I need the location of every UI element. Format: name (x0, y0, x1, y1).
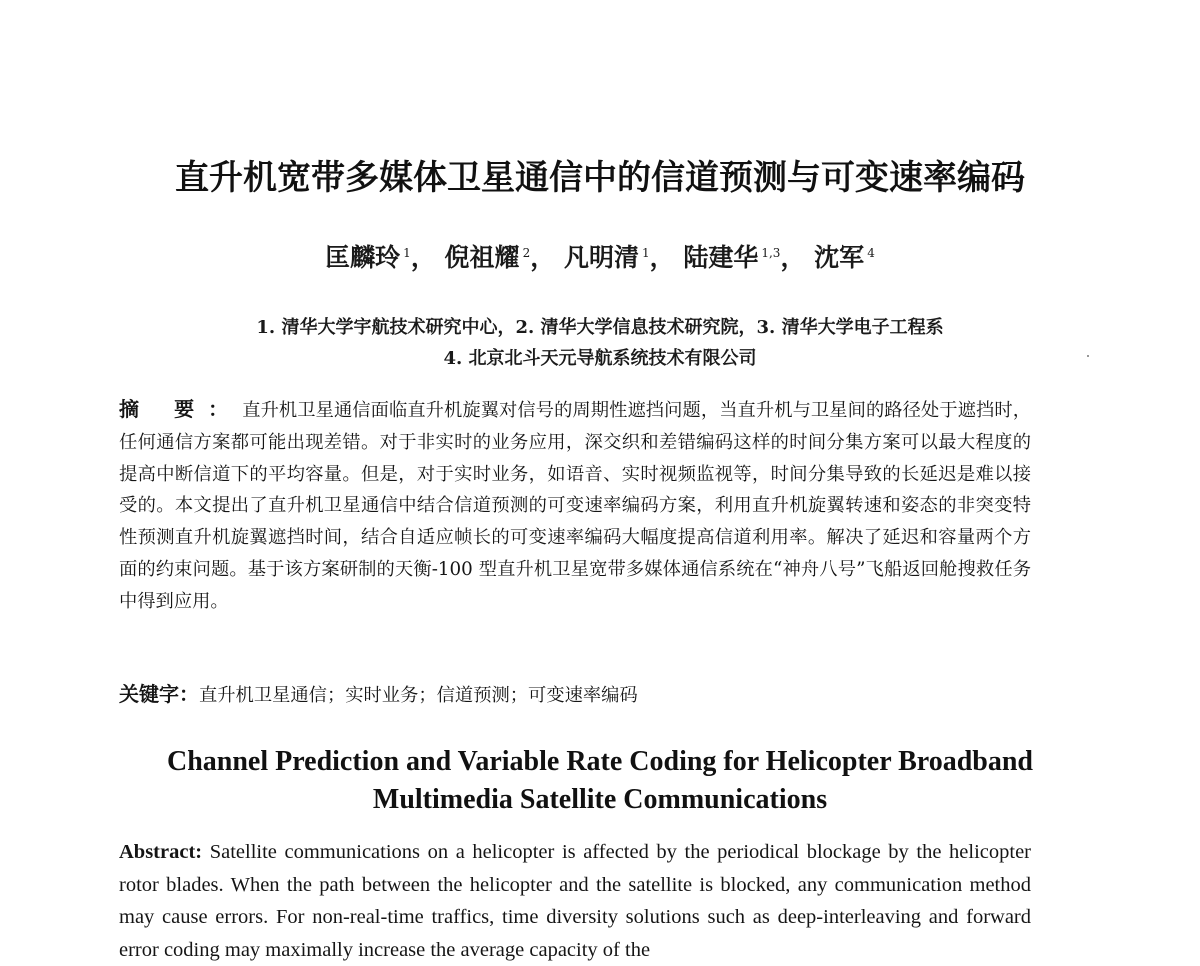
author: 匡麟玲 $^1$， (325, 243, 436, 272)
author: 沈军 $^4$ (814, 243, 875, 272)
english-title-line-1: Channel Prediction and Variable Rate Coding for Helicopter Broadband (166, 746, 1034, 777)
english-title-line-2: Multimedia Satellite Communications (372, 784, 828, 815)
abstract-label: 摘 要： (119, 397, 243, 421)
chinese-abstract (119, 394, 1031, 618)
english-abstract-label: Abstract: (119, 841, 203, 863)
author: 倪祖耀 $^2$， (444, 243, 556, 272)
chinese-title: 直升机宽带多媒体卫星通信中的信道预测与可变速率编码 (175, 158, 1025, 198)
affiliations-line-2: 4. 北京北斗天元导航系统技术有限公司 (443, 348, 757, 369)
english-title (0, 743, 1200, 819)
chinese-keywords (119, 678, 1031, 707)
affiliations-line-1: 1. 清华大学宇航技术研究中心，2. 清华大学信息技术研究院，3. 清华大学电子工程系 (256, 317, 944, 338)
keywords-label: 关键字： (119, 682, 199, 706)
keywords-text: 直升机卫星通信；实时业务；信道预测；可变速率编码 (199, 685, 638, 706)
author: 陆建华 $^{1,3}$， (683, 243, 806, 272)
scan-speck (1087, 355, 1089, 357)
author-list (0, 238, 1200, 274)
english-abstract (119, 836, 1031, 966)
english-abstract-text: Satellite communications on a helicopter is affected by the periodical blockage by the helicopter rotor blades. When the path between the helicopter and the satellite is blocked, any communication method may cause errors. For non-real-time traffics, time diversity solutions such as deep-interleaving and forward error coding may maximally increase the average capacity of the (119, 841, 1032, 961)
author: 凡明清 $^1$， (563, 243, 675, 272)
abstract-text: 直升机卫星通信面临直升机旋翼对信号的周期性遮挡问题，当直升机与卫星间的路径处于遮挡时，任何通信方案都可能出现差错。对于非实时的业务应用，深交织和差错编码这样的时间分集方案可以最大程度的提高中断信道下的平均容量。但是，对于实时业务，如语音、实时视频监视等，时间分集导致的长延迟是难以接受的。本文提出了直升机卫星通信中结合信道预测的可变速率编码方案，利用直升机旋翼转速和姿态的非突变特性预测直升机旋翼遮挡时间，结合自适应帧长的可变速率编码大幅度提高信道利用率。解决了延迟和容量两个方面的约束问题。基于该方案研制的天衡-100 型直升机卫星宽带多媒体通信系统在“神舟八号”飞船返回舱搜救任务中得到应用。 (119, 400, 1031, 612)
